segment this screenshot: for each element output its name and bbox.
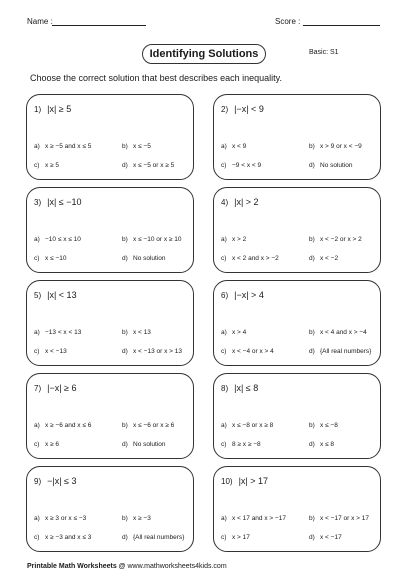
option-letter: b) — [122, 515, 128, 522]
problem-card — [213, 373, 381, 459]
option-letter: a) — [34, 236, 40, 243]
problem-expression: |−x| < 9 — [234, 104, 264, 114]
option-text: x < −17 or x > 17 — [320, 515, 369, 522]
option-letter: d) — [309, 162, 315, 169]
problem-question — [34, 476, 77, 486]
problem-question — [221, 476, 268, 486]
answer-option[interactable] — [122, 422, 174, 429]
answer-option[interactable] — [34, 143, 91, 150]
answer-option[interactable] — [122, 255, 166, 262]
answer-option[interactable] — [309, 162, 353, 169]
footer-brand: Printable Math Worksheets @ — [27, 563, 126, 570]
problem-question — [221, 290, 264, 300]
problem-question — [34, 104, 71, 114]
problem-expression: |x| ≤ −10 — [47, 197, 82, 207]
answer-option[interactable] — [221, 515, 286, 522]
option-letter: c) — [221, 162, 227, 169]
problem-number: 5) — [34, 291, 42, 300]
answer-option[interactable] — [122, 329, 151, 336]
answer-option[interactable] — [309, 329, 367, 336]
option-text: No solution — [320, 162, 353, 169]
answer-option[interactable] — [122, 534, 184, 541]
problem-number: 3) — [34, 198, 42, 207]
answer-option[interactable] — [122, 236, 182, 243]
problem-question — [221, 383, 258, 393]
option-text: x ≤ −6 or x ≥ 6 — [133, 422, 175, 429]
option-letter: c) — [221, 255, 227, 262]
name-label: Name : — [27, 17, 53, 26]
option-text: x ≤ −5 — [133, 143, 151, 150]
problem-card — [213, 280, 381, 366]
answer-option[interactable] — [122, 441, 166, 448]
problem-number: 7) — [34, 384, 42, 393]
answer-option[interactable] — [309, 348, 371, 355]
problem-expression: |x| > 2 — [234, 197, 259, 207]
footer-url[interactable]: www.mathworksheets4kids.com — [127, 563, 227, 570]
option-letter: d) — [309, 348, 315, 355]
option-text: No solution — [133, 441, 166, 448]
option-letter: d) — [122, 348, 128, 355]
option-text: x ≤ −10 — [45, 255, 67, 262]
option-text: −9 < x < 9 — [232, 162, 262, 169]
option-text: x < 9 — [232, 143, 247, 150]
option-text: x > 4 — [232, 329, 247, 336]
problem-number: 10) — [221, 477, 233, 486]
option-letter: c) — [34, 162, 40, 169]
option-letter: a) — [221, 236, 227, 243]
option-letter: c) — [34, 255, 40, 262]
option-text: x < −17 — [320, 534, 342, 541]
option-letter: a) — [34, 422, 40, 429]
problem-question — [221, 104, 264, 114]
instructions: Choose the correct solution that best describes each inequality. — [30, 73, 282, 83]
answer-option[interactable] — [221, 329, 246, 336]
option-text: x < −13 or x > 13 — [133, 348, 182, 355]
problem-expression: |x| ≥ 5 — [47, 104, 72, 114]
option-letter: a) — [221, 329, 227, 336]
answer-option[interactable] — [309, 143, 362, 150]
option-letter: a) — [34, 329, 40, 336]
answer-option[interactable] — [309, 255, 338, 262]
answer-option[interactable] — [221, 162, 261, 169]
option-text: x ≥ −3 — [133, 515, 151, 522]
problem-expression: |x| > 17 — [238, 476, 269, 486]
option-text: x ≥ −6 and x ≤ 6 — [45, 422, 92, 429]
problem-number: 4) — [221, 198, 229, 207]
problem-number: 2) — [221, 105, 229, 114]
option-letter: b) — [309, 236, 315, 243]
problem-card — [213, 94, 381, 180]
answer-option[interactable] — [34, 515, 86, 522]
option-letter: b) — [122, 236, 128, 243]
option-letter: d) — [122, 534, 128, 541]
answer-option[interactable] — [34, 255, 66, 262]
problem-card — [26, 466, 194, 552]
answer-option[interactable] — [122, 348, 182, 355]
option-letter: a) — [34, 143, 40, 150]
option-letter: c) — [221, 348, 227, 355]
problem-number: 6) — [221, 291, 229, 300]
problem-number: 8) — [221, 384, 229, 393]
footer — [27, 563, 227, 570]
option-text: x < −2 or x > 2 — [320, 236, 362, 243]
option-letter: c) — [34, 534, 40, 541]
option-letter: a) — [221, 143, 227, 150]
option-letter: b) — [309, 329, 315, 336]
problem-card — [213, 187, 381, 273]
score-line[interactable] — [303, 25, 380, 26]
option-text: x < −2 — [320, 255, 339, 262]
option-text: x ≥ 3 or x ≤ −3 — [45, 515, 87, 522]
problem-question — [34, 383, 77, 393]
answer-option[interactable] — [309, 441, 334, 448]
answer-option[interactable] — [122, 162, 174, 169]
option-letter: d) — [122, 162, 128, 169]
answer-option[interactable] — [309, 515, 369, 522]
option-text: x ≥ −3 and x ≤ 3 — [45, 534, 92, 541]
option-text: x > 17 — [232, 534, 250, 541]
problem-expression: −|x| ≤ 3 — [47, 476, 77, 486]
name-line[interactable] — [52, 25, 146, 26]
option-text: x < 4 and x > −4 — [320, 329, 367, 336]
problem-card — [26, 373, 194, 459]
problem-card — [26, 187, 194, 273]
option-letter: d) — [309, 534, 315, 541]
problem-number: 1) — [34, 105, 42, 114]
answer-option[interactable] — [309, 236, 362, 243]
option-text: x ≥ 5 — [45, 162, 60, 169]
problem-question — [34, 290, 77, 300]
answer-option[interactable] — [122, 515, 151, 522]
option-letter: b) — [122, 143, 128, 150]
answer-option[interactable] — [221, 143, 246, 150]
option-letter: b) — [309, 143, 315, 150]
answer-option[interactable] — [221, 255, 279, 262]
answer-option[interactable] — [34, 534, 91, 541]
problem-expression: |x| ≤ 8 — [234, 383, 259, 393]
worksheet-title: Identifying Solutions — [142, 44, 266, 64]
option-letter: d) — [309, 255, 315, 262]
answer-option[interactable] — [34, 422, 91, 429]
answer-option[interactable] — [34, 348, 67, 355]
option-text: −13 < x < 13 — [45, 329, 82, 336]
option-text: x < 17 and x > −17 — [232, 515, 287, 522]
option-text: 8 ≥ x ≥ −8 — [232, 441, 261, 448]
answer-option[interactable] — [221, 422, 273, 429]
answer-option[interactable] — [309, 422, 338, 429]
option-letter: b) — [122, 422, 128, 429]
option-letter: c) — [34, 348, 40, 355]
answer-option[interactable] — [221, 236, 246, 243]
problem-expression: |−x| ≥ 6 — [47, 383, 77, 393]
answer-option[interactable] — [34, 162, 59, 169]
problem-expression: |x| < 13 — [47, 290, 77, 300]
option-text: −10 ≤ x ≤ 10 — [45, 236, 81, 243]
problem-expression: |−x| > 4 — [234, 290, 264, 300]
level-label: Basic: S1 — [309, 49, 339, 56]
option-text: x < −13 — [45, 348, 67, 355]
option-text: x < 13 — [133, 329, 151, 336]
problem-question — [34, 197, 82, 207]
option-text: x ≥ 6 — [45, 441, 60, 448]
score-label: Score : — [275, 17, 301, 26]
option-letter: c) — [221, 441, 227, 448]
option-letter: a) — [221, 422, 227, 429]
option-text: x ≤ −8 or x ≥ 8 — [232, 422, 274, 429]
option-text: {All real numbers} — [133, 534, 185, 541]
answer-option[interactable] — [122, 143, 151, 150]
answer-option[interactable] — [221, 534, 250, 541]
option-letter: c) — [221, 534, 227, 541]
option-text: x < −4 or x > 4 — [232, 348, 274, 355]
option-text: x > 9 or x < −9 — [320, 143, 362, 150]
option-letter: b) — [309, 515, 315, 522]
answer-option[interactable] — [309, 534, 342, 541]
answer-option[interactable] — [221, 441, 261, 448]
option-text: x ≤ −8 — [320, 422, 338, 429]
option-text: No solution — [133, 255, 166, 262]
option-letter: a) — [34, 515, 40, 522]
option-text: x < 2 and x > −2 — [232, 255, 279, 262]
option-text: x ≤ −10 or x ≥ 10 — [133, 236, 182, 243]
problem-number: 9) — [34, 477, 42, 486]
answer-option[interactable] — [34, 329, 81, 336]
option-letter: b) — [122, 329, 128, 336]
option-text: x ≤ −5 or x ≥ 5 — [133, 162, 175, 169]
option-text: x > 2 — [232, 236, 247, 243]
answer-option[interactable] — [34, 236, 81, 243]
option-letter: d) — [122, 255, 128, 262]
problem-card — [26, 94, 194, 180]
answer-option[interactable] — [221, 348, 274, 355]
option-letter: a) — [221, 515, 227, 522]
option-text: x ≥ −5 and x ≤ 5 — [45, 143, 92, 150]
problem-card — [213, 466, 381, 552]
option-text: {All real numbers} — [320, 348, 372, 355]
option-letter: b) — [309, 422, 315, 429]
option-letter: d) — [122, 441, 128, 448]
option-text: x ≤ 8 — [320, 441, 335, 448]
problem-card — [26, 280, 194, 366]
problem-question — [221, 197, 259, 207]
option-letter: d) — [309, 441, 315, 448]
option-letter: c) — [34, 441, 40, 448]
answer-option[interactable] — [34, 441, 59, 448]
